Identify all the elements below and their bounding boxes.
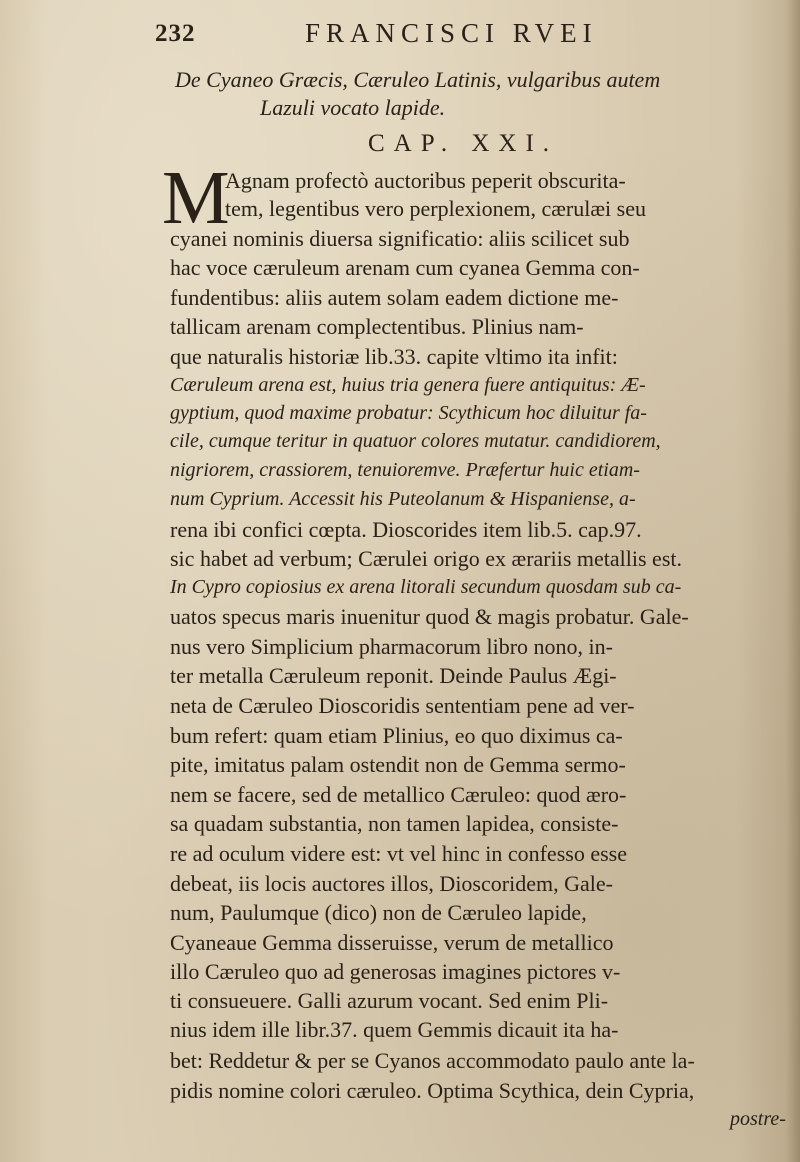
- text-line-italic: Cæruleum arena est, huius tria genera fuere antiquitus: Æ-: [170, 374, 646, 396]
- text-line: nius idem ille libr.37. quem Gemmis dicauit ita ha-: [170, 1017, 619, 1042]
- text-line: sa quadam substantia, non tamen lapidea, consiste-: [170, 811, 619, 836]
- text-line: num, Paulumque (dico) non de Cæruleo lapide,: [170, 900, 587, 925]
- running-title: FRANCISCI RVEI: [305, 18, 598, 48]
- text-line: nem se facere, sed de metallico Cæruleo: quod æro-: [170, 782, 627, 807]
- text-line: fundentibus: aliis autem solam eadem dictione me-: [170, 285, 619, 310]
- chapter-number: CAP. XXI.: [368, 130, 559, 157]
- text-line-italic: num Cyprium. Accessit his Puteolanum & Hispaniense, a-: [170, 488, 636, 510]
- text-line: cyanei nominis diuersa significatio: aliis scilicet sub: [170, 226, 630, 251]
- text-line: que naturalis historiæ lib.33. capite vltimo ita infit:: [170, 344, 618, 369]
- text-line: nus vero Simplicium pharmacorum libro nono, in-: [170, 634, 613, 659]
- text-line: hac voce cæruleum arenam cum cyanea Gemma con-: [170, 255, 640, 280]
- text-line-italic: gyptium, quod maxime probatur: Scythicum hoc diluitur fa-: [170, 402, 647, 424]
- text-line: Cyaneaue Gemma disseruisse, verum de metallico: [170, 930, 614, 955]
- text-line: debeat, iis locis auctores illos, Dioscoridem, Gale-: [170, 871, 613, 896]
- text-line: Agnam profectò auctoribus peperit obscurita-: [225, 168, 626, 193]
- text-line: bet: Reddetur & per se Cyanos accommodato paulo ante la-: [170, 1048, 695, 1073]
- text-line: neta de Cæruleo Dioscoridis sententiam pene ad ver-: [170, 693, 635, 718]
- text-line: illo Cæruleo quo ad generosas imagines pictores v-: [170, 959, 621, 984]
- text-line: pidis nomine colori cæruleo. Optima Scythica, dein Cypria,: [170, 1078, 695, 1103]
- page-edge-shadow: [786, 0, 800, 1162]
- text-line: ti consueuere. Galli azurum vocant. Sed enim Pli-: [170, 988, 609, 1013]
- text-line: uatos specus maris inuenitur quod & magis probatur. Gale-: [170, 604, 689, 629]
- page-number: 232: [155, 20, 196, 47]
- text-line: bum refert: quam etiam Plinius, eo quo diximus ca-: [170, 723, 623, 748]
- text-line: tem, legentibus vero perplexionem, cærulæi seu: [225, 196, 646, 221]
- text-line-italic: In Cypro copiosius ex arena litorali secundum quosdam sub ca-: [170, 576, 682, 598]
- text-line-italic: nigriorem, crassiorem, tenuioremve. Præfertur huic etiam-: [170, 459, 640, 481]
- text-line: pite, imitatus palam ostendit non de Gemma sermo-: [170, 752, 626, 777]
- catchword: postre-: [730, 1108, 786, 1130]
- text-line: tallicam arenam complectentibus. Plinius nam-: [170, 314, 584, 339]
- drop-cap: M: [162, 156, 230, 240]
- text-line-italic: cile, cumque teritur in quatuor colores mutatur. candidiorem,: [170, 430, 661, 452]
- chapter-heading-line-2: Lazuli vocato lapide.: [260, 95, 446, 120]
- text-line: re ad oculum videre est: vt vel hinc in confesso esse: [170, 841, 627, 866]
- text-line: ter metalla Cæruleum reponit. Deinde Paulus Ægi-: [170, 663, 617, 688]
- running-head: [155, 18, 715, 52]
- text-line: sic habet ad verbum; Cærulei origo ex ærariis metallis est.: [170, 546, 682, 571]
- text-line: rena ibi confici cœpta. Dioscorides item lib.5. cap.97.: [170, 517, 642, 542]
- chapter-heading-line-1: De Cyaneo Græcis, Cæruleo Latinis, vulgaribus autem: [175, 67, 661, 92]
